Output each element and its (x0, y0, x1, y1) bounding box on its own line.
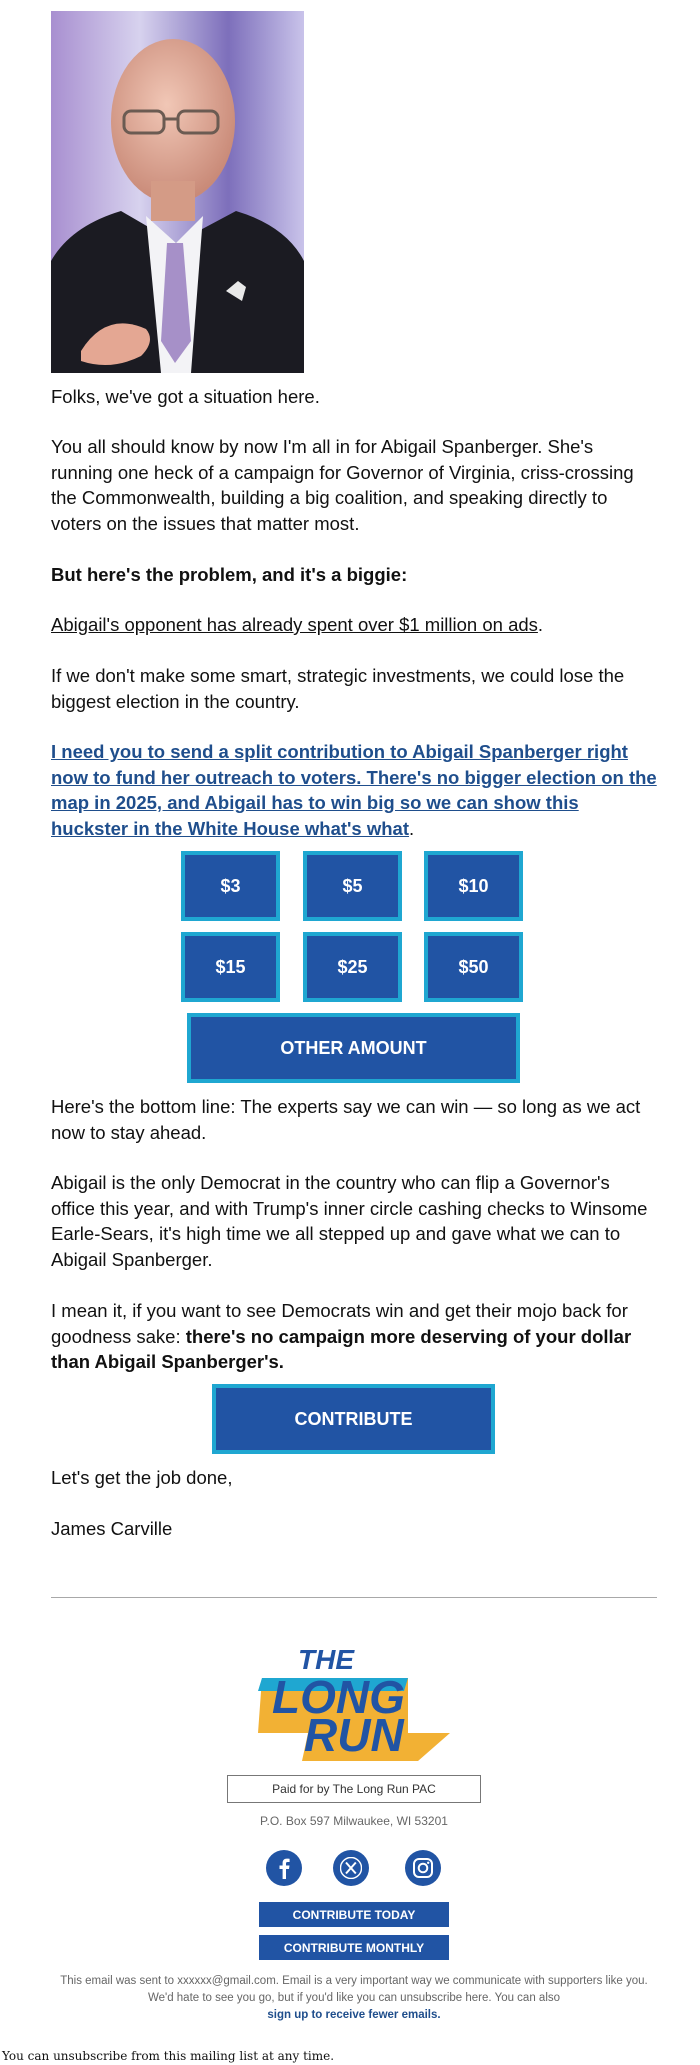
fewer-emails-link[interactable]: sign up to receive fewer emails. (267, 2009, 441, 2021)
logo-the-text: THE (298, 1644, 354, 1675)
fine-print-text: This email was sent to xxxxxx@gmail.com. Email is a very important way we communicate with supporters like you. We'd hate to see you go, but if you'd like you can unsubscribe here. You can also (60, 1975, 648, 2004)
footer-divider (51, 1597, 657, 1598)
the-long-run-logo (258, 1633, 452, 1761)
facebook-icon[interactable] (266, 1850, 302, 1886)
contribute-monthly-button[interactable]: CONTRIBUTE MONTHLY (259, 1935, 449, 1960)
donate-15-button[interactable]: $15 (181, 932, 280, 1002)
header-photo-james-carville (51, 11, 304, 373)
logo-long-text: LONG (272, 1671, 405, 1723)
signature: James Carville (51, 1518, 173, 1539)
ask-period: . (409, 817, 415, 839)
paid-for-disclaimer: Paid for by The Long Run PAC (227, 1775, 481, 1803)
opponent-spending-text: Abigail's opponent has already spent over $1 million on ads (51, 614, 538, 635)
opponent-line (51, 612, 657, 638)
donate-3-button[interactable]: $3 (181, 851, 280, 921)
other-amount-button[interactable]: OTHER AMOUNT (187, 1013, 520, 1083)
opening-line: Folks, we've got a situation here. (51, 386, 320, 407)
body-paragraph-4: Abigail is the only Democrat in the country who can flip a Governor's office this year, and with Trump's inner circle cashing checks to Winsome Earle-Sears, it's high time we all stepped up and gave what we can to Abigail Spanberger. (51, 1172, 648, 1270)
problem-heading: But here's the problem, and it's a biggie: (51, 564, 408, 585)
opponent-period: . (537, 614, 544, 635)
body-paragraph-3: Here's the bottom line: The experts say we can win — so long as we act now to stay ahead. (51, 1096, 641, 1143)
donate-10-button[interactable]: $10 (424, 851, 523, 921)
donate-25-button[interactable]: $25 (303, 932, 402, 1002)
x-icon[interactable] (333, 1850, 369, 1886)
unsubscribe-notice: You can unsubscribe from this mailing list at any time. (2, 2049, 335, 2063)
signoff: Let's get the job done, (51, 1467, 233, 1488)
contribute-button[interactable]: CONTRIBUTE (212, 1384, 495, 1454)
instagram-icon[interactable] (405, 1850, 441, 1886)
donate-5-button[interactable]: $5 (303, 851, 402, 921)
donate-50-button[interactable]: $50 (424, 932, 523, 1002)
para5-text: I mean it, if you want to see Democrats win and get their mojo back for goodness sake: (51, 1300, 628, 1347)
fine-print (60, 1973, 648, 2024)
contribute-today-button[interactable]: CONTRIBUTE TODAY (259, 1902, 449, 1927)
split-contribution-link[interactable]: I need you to send a split contribution to Abigail Spanberger right now to fund her outreach to voters. There's no bigger election on the map in 2025, and Abigail has to win big so we can show this huckster in the White House what's what (51, 741, 657, 839)
body-paragraph-5 (51, 1298, 657, 1375)
mailing-address: P.O. Box 597 Milwaukee, WI 53201 (260, 1814, 448, 1828)
logo-run-text: RUN (304, 1709, 404, 1761)
ask-paragraph (51, 739, 657, 841)
body-paragraph-2: If we don't make some smart, strategic investments, we could lose the biggest election in the country. (51, 665, 625, 712)
body-paragraph-1: You all should know by now I'm all in for Abigail Spanberger. She's running one heck of a campaign for Governor of Virginia, criss-crossing the Commonwealth, building a big coalition, and speaking directly to voters on the issues that matter most. (51, 436, 634, 534)
para5-bold-text: there's no campaign more deserving of your dollar than Abigail Spanberger's. (51, 1325, 632, 1372)
